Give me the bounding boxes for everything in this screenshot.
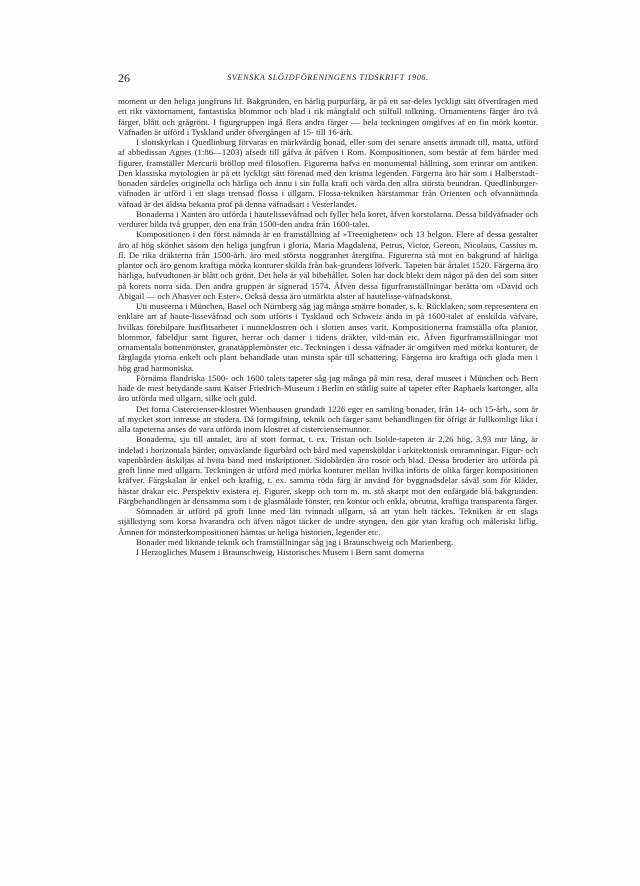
- paragraph: Sömnaden är utförd på groft linne med lätt tvinnadt ullgarn, så att ytan helt täckes. Tekniken är ett slags stjälkstyng som korsa hvarandra och äfven något täcker de undre styngen, den gör ytan kraftig och måleriskt liflig. Ämnen för mönsterkompositionen hämtas ur heliga historien, legender etc.: [118, 506, 538, 537]
- paragraph: moment ur den heliga jungfruns lif. Bakgrunden, en härlig purpurfärg, är på ett sar-deles lyckligt sätt öfverdragen med ett rikt växtornament, fantastiska blommor och blad i rik mångfald och stilfull tolkning. Ornamentens färger äro två färger, blått och grågrönt. I figurgruppen ingå flera andra färger — hela teckningen omgifves af en fin mörk kontur. Väfnaden är utförd i Tyskland under öfvergången af 15- till 16-årh.: [118, 96, 538, 137]
- paragraph: I Herzogliches Musem i Braunschweig, Historisches Musem i Bern samt domerna: [136, 547, 424, 557]
- paragraph: Bonaderna i Xanten äro utförda i hautelissevåfnad och fyller hela koret, åfven korstolarna. Dessa bildväfnader och verdurer bilda två grupper, den ena från 1500-den andra från 1600-talet.: [118, 208, 538, 229]
- running-title: SVENSKA SLÖJDFÖRENINGENS TIDSKRIFT 1906.: [227, 73, 429, 82]
- body-text: [118, 96, 538, 557]
- paragraph: Kompositionen i den först nämnda är en framställning af »Treenigheten» och 13 helgon. Flere af dessa gestalter äro af hög skönhet såsom den heliga jungfrun i gloria, Maria Magdalena, Petrus, Victor, Gereon, Nicolaus, Cassius m. fl. De rika dräkterna från 1500-årh. äro med största noggranhet återgifna. Figurerna stå mot en bakgrund af härliga plantor och äro genom kraftiga mörka konturer skilda från bak-grundens löfverk. Tapeten bär årtalet 1520. Färgerna äro härliga, hufvudtonen är blått och grönt. Det hela är väl bibehållet. Solen har dock blekt dem något på den del som sitter på korets norra sida. Den andra gruppen är signerad 1574. Äfven dessa figurframställningar berätta om »David och Abigail — och Ahasver och Ester». Också dessa äro utmärkta alster af hautelisse-väfnadskonst.: [118, 229, 538, 301]
- paragraph: Bonader med liknande teknik och framställningar såg jag i Braunschweig och Marienberg.: [136, 536, 454, 547]
- paragraph: Förnäma flandriska 1500- och 1600 talets tapeter såg jag många på min resa, deraf museet i München och Bern hade de mest betydande samt Kaiser Friedrich-Museum i Berlin en ståtlig suite af tapeter efter Raphaels kartonger, alla äro utförda med ullgarn, silke och guld.: [118, 372, 538, 404]
- page-header: [118, 71, 538, 85]
- page-number: 26: [118, 71, 130, 85]
- paragraph: Bonaderna, sju till antalet, äro af stort format, t. ex. Tristan och Isolde-tapeten är 2,26 hög, 3,93 mtr lång, är indelad i horizontala bärder, omväxlande figurbård och bård med vapensköldar i arkitektonisk omramningar. Figur- och vapenbården åtskiljas af hvita band med inskriptioner. Sidobården äro rosor och blad. Dessa broderier äro utförda på groft linne med ullgarn. Teckningen är utförd med mörka konturer mellan hvilka införts de olika färger kompositionen kräfver. Färgskalan är enkel och kraftig, t. ex. samma röda färg är använd för byggnadsdelar såväl som för kläder, hästar drakar etc. Perspektiv existera ej. Figurer, skepp och torn m. m. stå skarpt mot den enfärgade blå bakgrunden. Färgbehandlingen är densamma som i de glasmålade fönster, ren kontur och enkla, obrutna, kraftiga transparenta färger.: [118, 434, 538, 506]
- paragraph: Uti museerna i München, Basel och Nürnberg såg jag många smärre bonader, s. k. Rücklaken, som representera en enklare art af haute-lissevåfnad och som utförts i Tyskland och Schweiz ända in på 1600-talet af enskilda väfvare, hvilkas förebilpare husflitsarbetet i nunneklostren och i slotten anses varit. Kompositionerna framställa ofta plantor, blommor, fabeldjur samt figurer, herrar och damer i tidens dräkter, vild-män etc. Äfven figurframställningar mot ornamentala bottenmönster, granatäpplemönster etc. Teckningen i dessa väfnader är omgifven med mörka konturer, de färglagda ytorna enkelt och plant behandlade utan minsta spår till schattering. Färgerna äro kraftiga och glada men i hög grad harmoniska.: [118, 301, 538, 373]
- paragraph: Det forna Cistercienser-klostret Wienhausen grundadt 1226 eger en samling bonader, från 14- och 15-årh., som är af mycket stort intresse att studera. Då formgifning, teknik och färger samt behandlingen för öfrigt är fullkomligt lika i alla tapeterna anses de vara utförda inom klostret af cisterciensernunnor.: [118, 403, 538, 434]
- paragraph: I slottskyrkan i Quedlinburg förvaras en märkvärdig bonad, eller som det senare ansetts ämnadt till, matta, utförd af abbedissan Agnes (1:86—1203) afsedt till gåfva åt påfven i Rom. Kompositionen, som består af fem bärder med figurer, framställer Mercurii bröllop med filosofien. Figurerna hafva en monumental hållning, som erinrar om antiken. Den klassiska mytologien är på ett lyckligt sätt förenad med den kristna legenden. Färgerna äro här som i Halberstadt-bonaden särdeles originella och härliga och ännu i sin fulla kraft och värda den allra största beundran. Quedlinburger-väfnaden är utförd i ett slags trensad flossa i ullgarn. Flossa-tekniken härstammar från Orienten och ofvannämnda väfnad är det äldsta bekanta prof på denna väfnadsart i Vesterlandet.: [118, 137, 538, 209]
